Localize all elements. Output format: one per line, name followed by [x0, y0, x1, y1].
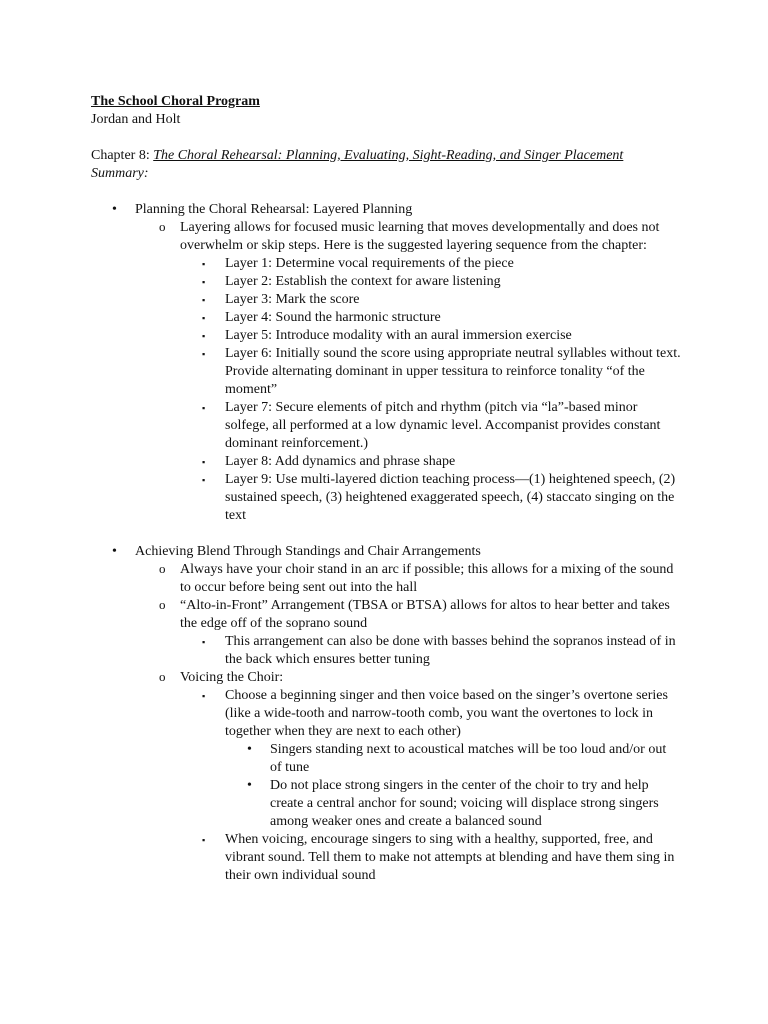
layer-item — [180, 291, 681, 309]
square-bullet-icon: ▪ — [202, 457, 206, 467]
square-bullet-icon: ▪ — [202, 313, 206, 323]
list-item — [135, 219, 681, 525]
layer-item — [180, 399, 681, 453]
summary-label: Summary: — [91, 166, 149, 181]
item-text: Layering allows for focused music learning that moves developmentally and does not overwhelm or skip steps. Here is the suggested layering sequence from the chapter: — [180, 220, 660, 253]
layer-text: Layer 8: Add dynamics and phrase shape — [225, 454, 456, 469]
chapter-title: The Choral Rehearsal: Planning, Evaluating, Sight-Reading, and Singer Placement — [153, 148, 624, 163]
nested-item-text: Do not place strong singers in the center of the choir to try and help create a central anchor for sound; voicing will displace strong singers among weaker ones and create a balanced sound — [270, 778, 659, 829]
section-label: Planning the Choral Rehearsal: Layered Planning — [135, 202, 413, 217]
nested-item — [225, 777, 681, 831]
square-bullet-icon: ▪ — [202, 403, 206, 413]
square-bullet-icon: ▪ — [202, 277, 206, 287]
layer-text: Layer 3: Mark the score — [225, 292, 360, 307]
list-item — [135, 669, 681, 885]
layer-text: Layer 1: Determine vocal requirements of the piece — [225, 256, 514, 271]
list-item — [135, 597, 681, 669]
layer-text: Layer 6: Initially sound the score using appropriate neutral syllables without text. Provide alternating dominant in upper tessitura to reinforce tonality “of the moment” — [225, 346, 681, 397]
chapter-prefix: Chapter 8: — [91, 148, 154, 163]
square-bullet-icon: ▪ — [202, 475, 206, 485]
sub-item-text: This arrangement can also be done with basses behind the sopranos instead of in the back which ensures better tuning — [225, 634, 676, 667]
layer-list — [180, 255, 681, 525]
layer-text: Layer 5: Introduce modality with an aural immersion exercise — [225, 328, 572, 343]
square-bullet-icon: ▪ — [202, 331, 206, 341]
sub-item — [180, 687, 681, 831]
circle-bullet-icon: o — [159, 561, 166, 576]
voicing-list — [180, 687, 681, 885]
circle-bullet-icon: o — [159, 597, 166, 612]
sub-item — [180, 633, 681, 669]
nested-list — [225, 741, 681, 831]
sub-list — [180, 633, 681, 669]
document-page — [91, 93, 681, 885]
layer-item — [180, 327, 681, 345]
document-title: The School Choral Program — [91, 94, 260, 109]
circle-bullet-icon: o — [159, 219, 166, 234]
nested-item-text: Singers standing next to acoustical matches will be too loud and/or out of tune — [270, 742, 667, 775]
sub-item-text: Choose a beginning singer and then voice based on the singer’s overtone series (like a wide-tooth and narrow-tooth comb, you want the overtones to lock in together when they are next to each other) — [225, 688, 668, 739]
item-text: “Alto-in-Front” Arrangement (TBSA or BTSA) allows for altos to hear better and takes the edge off of the soprano sound — [180, 598, 670, 631]
section-label: Achieving Blend Through Standings and Chair Arrangements — [135, 544, 481, 559]
item-text: Voicing the Choir: — [180, 670, 284, 685]
layer-item — [180, 471, 681, 525]
layer-item — [180, 453, 681, 471]
layer-item — [180, 345, 681, 399]
square-bullet-icon: ▪ — [202, 691, 206, 701]
layer-text: Layer 4: Sound the harmonic structure — [225, 310, 441, 325]
square-bullet-icon: ▪ — [202, 259, 206, 269]
square-bullet-icon: ▪ — [202, 349, 206, 359]
square-bullet-icon: ▪ — [202, 637, 206, 647]
layer-text: Layer 7: Secure elements of pitch and rhythm (pitch via “la”-based minor solfege, all performed at a low dynamic level. Accompanist provides constant dominant reinforcement.) — [225, 400, 661, 451]
circle-bullet-icon: o — [159, 669, 166, 684]
layer-item — [180, 273, 681, 291]
square-bullet-icon: ▪ — [202, 295, 206, 305]
section-blend-arrangements — [91, 543, 681, 885]
authors: Jordan and Holt — [91, 112, 181, 127]
layer-text: Layer 2: Establish the context for aware listening — [225, 274, 501, 289]
section-items — [135, 561, 681, 885]
sub-item — [180, 831, 681, 885]
section-items — [135, 219, 681, 525]
layer-text: Layer 9: Use multi-layered diction teaching process—(1) heightened speech, (2) sustained speech, (3) heightened exaggerated speech, (4) staccato singing on the text — [225, 472, 676, 523]
layer-item — [180, 309, 681, 327]
bullet-icon: • — [247, 742, 252, 757]
chapter-heading — [91, 147, 681, 165]
layer-item — [180, 255, 681, 273]
outline-list — [91, 201, 681, 885]
bullet-icon: • — [112, 544, 117, 559]
bullet-icon: • — [247, 778, 252, 793]
bullet-icon: • — [112, 202, 117, 217]
list-item — [135, 561, 681, 597]
section-layered-planning — [91, 201, 681, 525]
sub-item-text: When voicing, encourage singers to sing with a healthy, supported, free, and vibrant sound. Tell them to make not attempts at blending and have them sing in their own individual sound — [225, 832, 675, 883]
item-text: Always have your choir stand in an arc if possible; this allows for a mixing of the sound to occur before being sent out into the hall — [180, 562, 674, 595]
nested-item — [225, 741, 681, 777]
square-bullet-icon: ▪ — [202, 835, 206, 845]
